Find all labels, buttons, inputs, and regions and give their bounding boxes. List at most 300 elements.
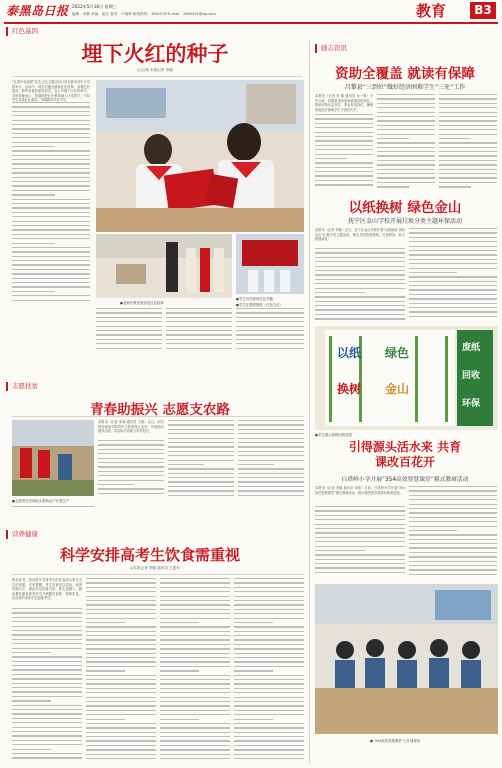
text-line	[234, 582, 304, 583]
text-line	[315, 524, 405, 525]
text-line	[409, 490, 497, 491]
text-line	[238, 438, 304, 439]
text-line	[12, 278, 90, 279]
text-line	[234, 587, 304, 588]
text-line	[315, 292, 365, 293]
text-line	[98, 475, 164, 476]
text-line	[409, 517, 497, 518]
text-line	[160, 644, 230, 645]
text-line	[12, 229, 90, 230]
text-line	[160, 745, 230, 746]
text-line	[234, 688, 304, 689]
text-line	[12, 722, 82, 723]
article6-byline: ◎本报记者 李娜 通讯员 王建东	[130, 566, 180, 570]
text-line	[377, 142, 435, 143]
text-line	[236, 339, 304, 340]
text-line	[315, 184, 373, 185]
text-line	[238, 460, 304, 461]
text-line	[238, 455, 304, 456]
text-line	[12, 163, 90, 164]
text-line	[12, 669, 82, 670]
article4-body-col4	[12, 506, 94, 514]
text-line	[166, 312, 232, 313]
text-line	[409, 486, 497, 487]
article1-body-lead: “红领巾爱祖国”红色文化主题活动日前在我市各中小学校举行。活动中，同学们通过诵读红色经典、参观红色展览、聆听英雄故事等形式，在心中埋下火红的种子。学校老师表示，将继续把红色教育融入日常教学，引导学生传承红色基因，争做新时代好少年。	[12, 80, 90, 103]
text-line	[160, 587, 230, 588]
text-line	[160, 754, 230, 755]
text-line	[12, 639, 82, 640]
text-line	[12, 709, 82, 710]
text-line	[86, 754, 156, 755]
article1-photo-classroom	[96, 80, 304, 232]
text-line	[12, 137, 90, 138]
text-line	[234, 618, 304, 619]
article5-body-col1	[315, 506, 405, 580]
text-line	[234, 661, 304, 662]
text-line	[234, 591, 304, 592]
text-line	[315, 309, 405, 310]
text-line	[86, 714, 156, 715]
article1-rule	[12, 76, 302, 77]
text-line	[86, 631, 156, 632]
text-line	[160, 740, 230, 741]
text-line	[238, 490, 304, 491]
text-line	[160, 609, 230, 610]
section-tag-education-info: 励志资讯	[315, 44, 351, 53]
text-line	[377, 169, 435, 170]
editor-line: 编辑：李静 美编：崔红 校对：卢晓晖 新闻热线：3961539 E-mail：2869391@qq.com	[72, 12, 216, 16]
text-line	[12, 643, 82, 644]
text-line	[234, 626, 304, 627]
article5-body-lead: 本报讯（记者 李娜 通讯员 吴莉）日前，白塔岭小学开展“354高效智慧课堂”模式教研活动，推动课堂教学改革向纵深发展。	[315, 486, 405, 495]
text-line	[234, 600, 304, 601]
article6-body-lead: 临近高考，如何科学安排考生的饮食成为家长关注的话题。专家提醒，考生饮食应以清淡、营养均衡为主，保证充足的蛋白质、维生素摄入，避免暴饮暴食和食用生冷刺激性食物，规律作息，以良好的身体状态迎接考试。	[12, 578, 82, 601]
text-line	[86, 705, 156, 706]
text-line	[160, 736, 230, 737]
text-line	[238, 451, 304, 452]
text-line	[160, 622, 199, 623]
text-line	[409, 495, 497, 496]
text-line	[86, 578, 156, 579]
text-line	[315, 261, 405, 262]
text-line	[315, 515, 405, 516]
text-line	[86, 688, 156, 689]
text-line	[234, 745, 304, 746]
text-line	[160, 635, 230, 636]
text-line	[86, 683, 156, 684]
article4-rule	[12, 416, 304, 417]
text-line	[86, 740, 156, 741]
text-line	[377, 112, 435, 113]
text-line	[12, 753, 82, 754]
text-line	[12, 626, 82, 627]
text-line	[236, 348, 304, 349]
text-line	[96, 312, 162, 313]
text-line	[234, 670, 273, 671]
text-line	[234, 736, 304, 737]
text-line	[98, 466, 164, 467]
article2-body-col3	[439, 94, 497, 192]
text-line	[236, 308, 304, 309]
text-line	[168, 455, 234, 456]
text-line	[12, 221, 90, 222]
text-line	[238, 442, 304, 443]
text-line	[12, 630, 82, 631]
text-line	[12, 177, 90, 178]
article1-caption-3: ●老师在教室里讲授红色故事	[120, 301, 164, 305]
text-line	[439, 138, 471, 139]
text-line	[12, 260, 90, 261]
text-line	[12, 150, 90, 151]
text-line	[160, 749, 230, 750]
text-line	[315, 171, 373, 172]
text-line	[168, 464, 204, 465]
text-line	[166, 321, 232, 322]
text-line	[12, 661, 82, 662]
text-line	[234, 749, 304, 750]
text-line	[234, 740, 304, 741]
text-line	[168, 460, 234, 461]
text-line	[234, 714, 304, 715]
text-line	[409, 254, 497, 255]
text-line	[86, 710, 156, 711]
text-line	[377, 186, 409, 187]
text-line	[98, 462, 164, 463]
text-line	[315, 572, 405, 573]
text-line	[315, 296, 405, 297]
text-line	[377, 125, 435, 126]
text-line	[377, 138, 409, 139]
article3-photo-poster	[315, 326, 498, 430]
text-line	[409, 552, 497, 553]
text-line	[315, 158, 347, 159]
poster-word-3: 绿色	[385, 346, 410, 360]
text-line	[168, 451, 234, 452]
article5-subhead: 白塔岭小学开展“354高效智慧课堂”模式教研活动	[341, 477, 469, 483]
text-line	[409, 259, 497, 260]
text-line	[86, 661, 156, 662]
text-line	[12, 133, 90, 134]
text-line	[377, 164, 435, 165]
text-line	[315, 528, 405, 529]
article6-body-col2	[86, 578, 156, 764]
text-line	[238, 473, 304, 474]
text-line	[86, 675, 156, 676]
poster-right-3: 环保	[462, 399, 481, 409]
text-line	[12, 199, 90, 200]
text-line	[409, 512, 497, 513]
text-line	[234, 723, 304, 724]
text-line	[12, 234, 90, 235]
text-line	[315, 167, 373, 168]
text-line	[86, 745, 156, 746]
text-line	[315, 519, 405, 520]
text-line	[96, 343, 162, 344]
text-line	[12, 102, 90, 103]
text-line	[315, 248, 405, 249]
text-line	[98, 453, 164, 454]
text-line	[315, 554, 405, 555]
text-line	[234, 754, 304, 755]
text-line	[168, 495, 234, 496]
text-line	[238, 486, 304, 487]
text-line	[234, 666, 304, 667]
text-line	[12, 190, 90, 191]
text-line	[234, 648, 304, 649]
text-line	[160, 631, 230, 632]
article4-body-col2	[168, 420, 234, 500]
text-line	[377, 155, 435, 156]
text-line	[12, 155, 90, 156]
text-line	[238, 468, 304, 469]
text-line	[86, 618, 156, 619]
text-line	[98, 471, 164, 472]
text-line	[96, 330, 162, 331]
text-line	[409, 237, 497, 238]
text-line	[409, 499, 497, 500]
article6-rule	[12, 574, 304, 575]
text-line	[166, 334, 232, 335]
text-line	[234, 578, 304, 579]
text-line	[439, 177, 497, 178]
text-line	[86, 591, 156, 592]
text-line	[439, 125, 497, 126]
text-line	[86, 644, 156, 645]
text-line	[86, 613, 156, 614]
text-line	[12, 128, 90, 129]
text-line	[439, 107, 497, 108]
article3-caption: ●学生展示废纸回收成果	[315, 433, 352, 437]
text-line	[12, 634, 82, 635]
text-line	[160, 732, 230, 733]
text-line	[12, 735, 82, 736]
text-line	[12, 718, 82, 719]
text-line	[315, 140, 373, 141]
text-line	[234, 604, 304, 605]
text-line	[234, 596, 304, 597]
text-line	[96, 339, 162, 340]
text-line	[168, 433, 234, 434]
text-line	[409, 556, 497, 557]
text-line	[234, 609, 304, 610]
text-line	[98, 444, 164, 445]
text-line	[439, 116, 497, 117]
text-line	[315, 149, 373, 150]
text-line	[160, 723, 230, 724]
article1-photo-teacher	[96, 234, 232, 298]
text-line	[238, 424, 304, 425]
text-line	[409, 547, 497, 548]
text-line	[12, 696, 82, 697]
text-line	[98, 488, 164, 489]
text-line	[166, 317, 232, 318]
text-line	[238, 433, 304, 434]
text-line	[86, 609, 156, 610]
text-line	[409, 504, 497, 505]
text-line	[234, 701, 304, 702]
text-line	[12, 168, 90, 169]
text-line	[315, 510, 405, 511]
text-line	[234, 727, 304, 728]
article5-caption: ●“354高效智慧课堂”公开课现场	[370, 739, 421, 743]
text-line	[409, 574, 497, 575]
text-line	[409, 534, 497, 535]
text-line	[234, 719, 273, 720]
text-line	[86, 639, 156, 640]
text-line	[12, 106, 90, 107]
text-line	[377, 182, 435, 183]
text-line	[168, 473, 234, 474]
text-line	[86, 697, 156, 698]
text-line	[12, 506, 94, 507]
text-line	[12, 247, 90, 248]
text-line	[234, 710, 304, 711]
text-line	[96, 334, 162, 335]
text-line	[236, 321, 304, 322]
text-line	[315, 550, 365, 551]
text-line	[160, 705, 230, 706]
text-line	[315, 266, 405, 267]
text-line	[12, 159, 90, 160]
article1-caption-2: ●学生在观看展览（红色文化）	[236, 303, 284, 307]
text-line	[168, 420, 234, 421]
text-line	[12, 295, 90, 296]
text-line	[377, 98, 435, 99]
text-line	[315, 537, 405, 538]
section-name: 教育	[416, 2, 447, 20]
text-line	[377, 107, 435, 108]
text-line	[12, 617, 82, 618]
text-line	[86, 701, 156, 702]
article1-byline: ◎文/图 本报记者 李娜	[137, 68, 173, 72]
text-line	[160, 688, 230, 689]
text-line	[160, 661, 230, 662]
text-line	[98, 440, 164, 441]
text-line	[377, 129, 435, 130]
text-line	[86, 596, 156, 597]
text-line	[12, 120, 90, 121]
text-line	[86, 653, 156, 654]
poster-right-1: 废纸	[462, 343, 481, 353]
text-line	[12, 146, 55, 147]
article3-subhead: 抚宁区金山学校开展垃圾分类主题环保活动	[347, 218, 462, 225]
text-line	[315, 305, 405, 306]
text-line	[168, 468, 234, 469]
article5-photo-class	[315, 584, 498, 734]
text-line	[315, 127, 373, 128]
text-line	[96, 326, 162, 327]
text-line	[409, 530, 457, 531]
text-line	[238, 481, 304, 482]
text-line	[439, 103, 497, 104]
text-line	[377, 94, 435, 95]
text-line	[234, 675, 304, 676]
text-line	[439, 142, 497, 143]
text-line	[238, 495, 304, 496]
text-line	[315, 567, 405, 568]
text-line	[96, 308, 162, 309]
text-line	[409, 272, 457, 273]
text-line	[160, 692, 230, 693]
text-line	[160, 670, 199, 671]
text-line	[315, 270, 405, 271]
article3-body-col2	[409, 228, 497, 324]
text-line	[315, 136, 373, 137]
text-line	[409, 228, 497, 229]
text-line	[166, 330, 232, 331]
text-line	[168, 438, 234, 439]
text-line	[160, 666, 230, 667]
text-line	[12, 185, 90, 186]
text-line	[12, 243, 55, 244]
text-line	[12, 744, 82, 745]
text-line	[439, 186, 471, 187]
text-line	[96, 348, 162, 349]
text-line	[439, 164, 497, 165]
text-line	[12, 705, 82, 706]
text-line	[234, 613, 304, 614]
article1-headline: 埋下火红的种子	[81, 41, 229, 66]
text-line	[160, 727, 230, 728]
text-line	[12, 286, 90, 287]
text-line	[234, 692, 304, 693]
text-line	[315, 145, 373, 146]
article2-body-col1	[315, 114, 373, 192]
text-line	[409, 281, 497, 282]
article3-body-col1	[315, 248, 405, 324]
text-line	[409, 561, 497, 562]
article2-subhead: 昌黎县“三到位”做好经济困难学生“三免”工作	[344, 84, 466, 91]
text-line	[234, 635, 304, 636]
text-line	[439, 151, 497, 152]
text-line	[86, 600, 156, 601]
text-line	[98, 480, 164, 481]
text-line	[98, 449, 164, 450]
text-line	[12, 124, 90, 125]
article6-body-col1	[12, 608, 82, 764]
text-line	[439, 173, 497, 174]
text-line	[12, 700, 51, 701]
text-line	[160, 591, 230, 592]
text-line	[98, 458, 164, 459]
text-line	[315, 132, 373, 133]
text-line	[168, 442, 234, 443]
text-line	[315, 546, 405, 547]
text-line	[238, 477, 304, 478]
date-line: 2022年5月18日 星期三	[72, 4, 118, 9]
article1-body-col3	[166, 308, 232, 356]
text-line	[234, 683, 304, 684]
article6-headline: 科学安排高考生饮食需重视	[59, 546, 240, 564]
text-line	[439, 129, 497, 130]
text-line	[409, 246, 497, 247]
text-line	[96, 321, 162, 322]
poster-word-4: 金山	[385, 382, 410, 396]
article4-body-col3	[238, 420, 304, 500]
article5-headline-line1	[312, 440, 498, 470]
text-line	[315, 180, 373, 181]
text-line	[234, 657, 304, 658]
text-line	[12, 740, 82, 741]
text-line	[86, 723, 156, 724]
text-line	[86, 626, 156, 627]
text-line	[315, 541, 405, 542]
text-line	[86, 587, 156, 588]
section-tag-red-gene: 红色基因	[6, 27, 42, 36]
text-line	[377, 177, 435, 178]
text-line	[236, 312, 304, 313]
text-line	[377, 134, 435, 135]
